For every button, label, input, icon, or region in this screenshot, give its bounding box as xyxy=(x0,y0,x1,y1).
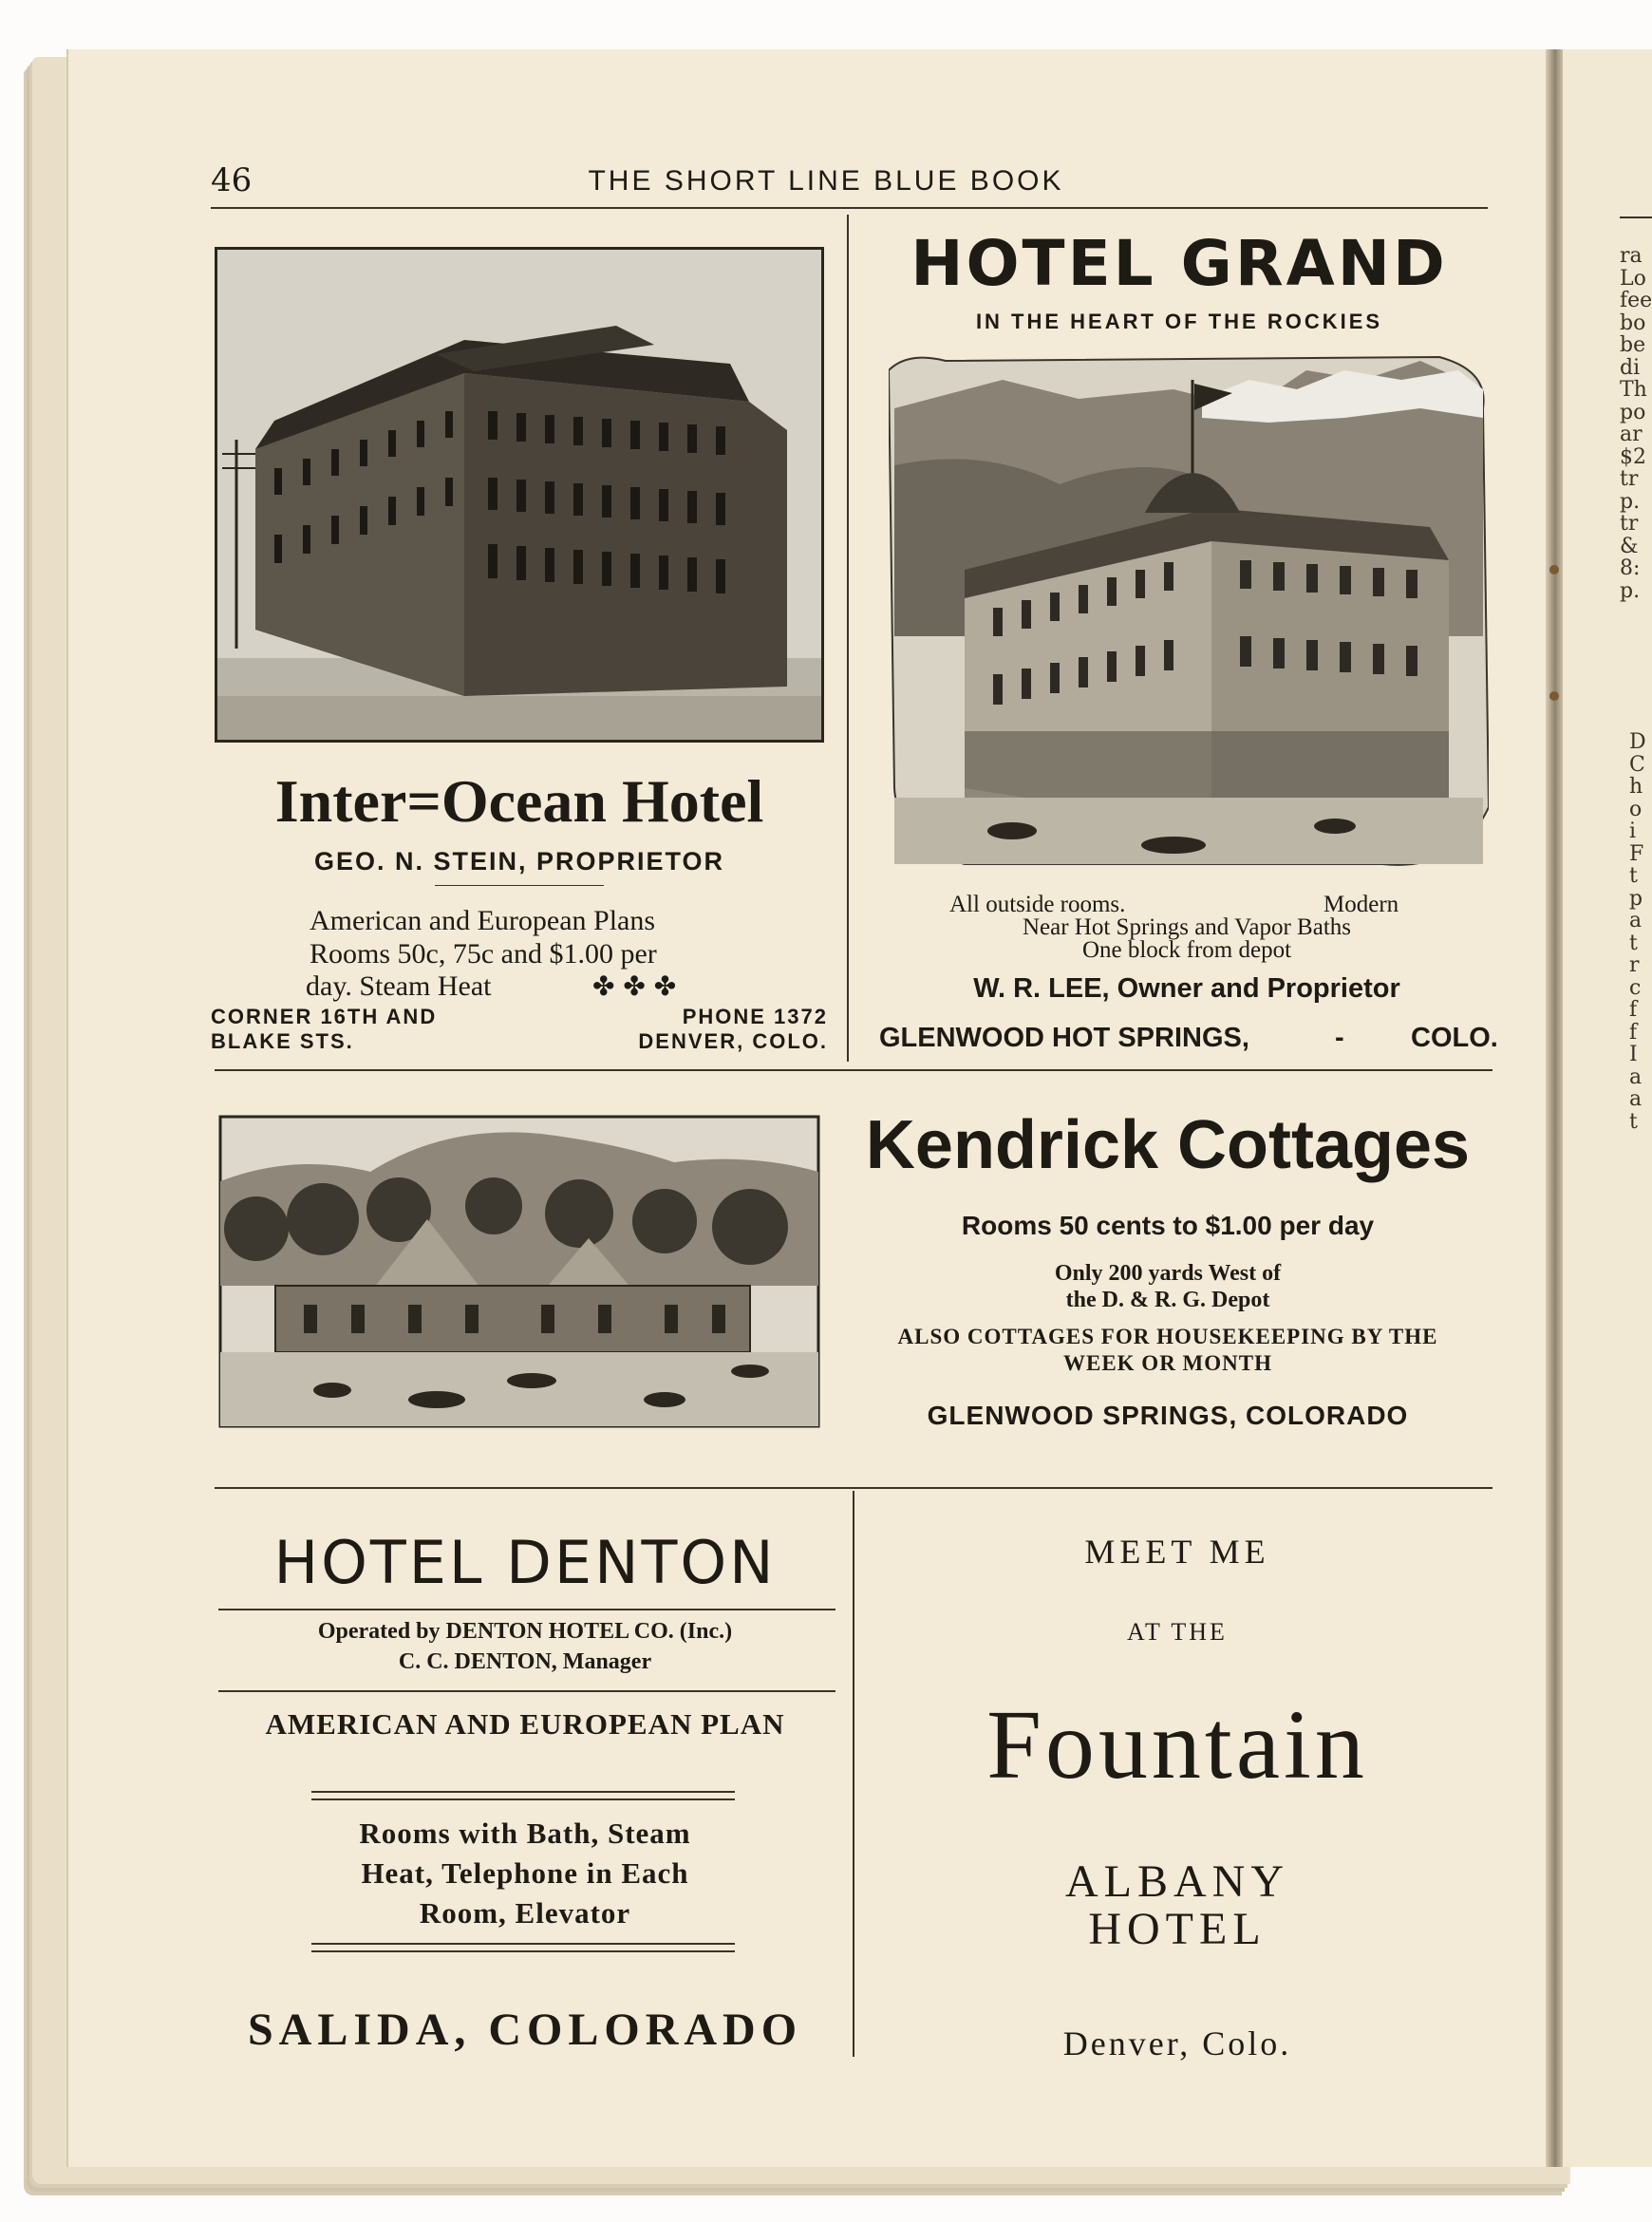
facing-page-text-line: a xyxy=(1629,1087,1643,1111)
column-divider-top xyxy=(847,215,849,1062)
book-gutter xyxy=(1546,49,1563,2167)
kendrick-cottages-engraving xyxy=(218,1115,820,1428)
inter-ocean-short-rule xyxy=(435,885,604,886)
kendrick-rates: Rooms 50 cents to $1.00 per day xyxy=(961,1211,1375,1240)
inter-ocean-plans-line2: Rooms 50c, 75c and $1.00 per xyxy=(310,938,657,970)
inter-ocean-ornaments: ✤ ✤ ✤ xyxy=(592,970,677,1002)
facing-page-text-line: h xyxy=(1629,775,1643,799)
facing-page-text-line: $2 xyxy=(1620,444,1646,469)
facing-page-text-line: ar xyxy=(1620,423,1643,446)
facing-page-text-line: po xyxy=(1620,400,1646,424)
facing-page-text-line: F xyxy=(1629,841,1644,866)
facing-page-text-line: & xyxy=(1620,534,1639,558)
facing-page-text-line: p. xyxy=(1620,578,1641,603)
denton-rule-6 xyxy=(311,1950,735,1952)
hotel-denton-manager: C. C. DENTON, Manager xyxy=(398,1649,652,1674)
facing-page-text-line: ra xyxy=(1620,244,1643,268)
inter-ocean-city: DENVER, COLO. xyxy=(638,1029,828,1053)
binding-stitch xyxy=(1549,565,1559,574)
facing-page-text-line: t xyxy=(1629,864,1638,888)
facing-page-text-line: c xyxy=(1629,975,1642,1000)
facing-page-text-line: D xyxy=(1629,730,1646,754)
inter-ocean-address-left-1: CORNER 16TH AND xyxy=(211,1005,438,1028)
hotel-denton-plan: AMERICAN AND EUROPEAN PLAN xyxy=(265,1707,785,1741)
facing-page-text-line: fee xyxy=(1620,289,1652,312)
header-rule xyxy=(211,207,1488,209)
hotel-grand-line1-right: Modern xyxy=(1323,892,1399,917)
hotel-grand-location-right: COLO. xyxy=(1411,1023,1498,1053)
facing-page-text-line: tr xyxy=(1620,512,1639,536)
albany-fountain: Fountain xyxy=(986,1690,1368,1799)
kendrick-cottages-name: Kendrick Cottages xyxy=(865,1107,1471,1183)
hotel-grand-line1-left: All outside rooms. xyxy=(949,892,1126,917)
albany-at-the: AT THE xyxy=(1127,1618,1228,1646)
hotel-grand-location-dash: - xyxy=(1335,1023,1344,1053)
hotel-grand-tagline: IN THE HEART OF THE ROCKIES xyxy=(975,310,1383,333)
kendrick-cottages-line1: ALSO COTTAGES FOR HOUSEKEEPING BY THE xyxy=(897,1325,1438,1348)
facing-page-text-line: 8: xyxy=(1620,556,1641,580)
inter-ocean-plans-line1: American and European Plans xyxy=(310,905,656,936)
inter-ocean-proprietor: GEO. N. STEIN, PROPRIETOR xyxy=(313,847,725,876)
facing-page-text-line: tr xyxy=(1620,467,1639,491)
kendrick-cottages-line2: WEEK OR MONTH xyxy=(1062,1351,1272,1375)
hotel-grand-line2: Near Hot Springs and Vapor Baths xyxy=(1022,914,1352,940)
facing-page-text-line: t xyxy=(1629,931,1638,955)
inter-ocean-address-left-2: BLAKE STS. xyxy=(211,1029,354,1053)
denton-rule-5 xyxy=(311,1943,735,1945)
facing-page-text-line: bo xyxy=(1620,311,1646,335)
kendrick-distance-line2: the D. & R. G. Depot xyxy=(1065,1288,1270,1312)
hotel-denton-name: HOTEL DENTON xyxy=(273,1528,777,1597)
page-number: 46 xyxy=(211,161,253,199)
hotel-grand-owner: W. R. LEE, Owner and Proprietor xyxy=(973,973,1400,1004)
inter-ocean-phone: PHONE 1372 xyxy=(682,1005,828,1028)
facing-page-text-line: r xyxy=(1629,953,1640,977)
facing-page-text-line: be xyxy=(1620,333,1646,357)
facing-page-text-line: p xyxy=(1629,886,1643,911)
facing-page-text-line: a xyxy=(1629,909,1643,932)
facing-page-text-line: I xyxy=(1629,1043,1638,1066)
facing-page-text-line: Lo xyxy=(1620,266,1646,291)
albany-name: ALBANY xyxy=(1065,1856,1289,1907)
inter-ocean-plans-line3: day. Steam Heat xyxy=(306,970,492,1002)
facing-page-text-line: i xyxy=(1629,819,1637,843)
facing-page-text-line: o xyxy=(1629,797,1643,821)
facing-page-text-line: f xyxy=(1629,1020,1638,1045)
row-rule-1 xyxy=(215,1069,1492,1071)
facing-page-text-line: Th xyxy=(1620,378,1647,402)
facing-page-text-line: p. xyxy=(1620,489,1641,514)
inter-ocean-hotel-name: Inter=Ocean Hotel xyxy=(274,767,764,835)
kendrick-distance-line1: Only 200 yards West of xyxy=(1054,1261,1282,1286)
albany-meet-me: MEET ME xyxy=(1084,1533,1270,1571)
facing-page-rule xyxy=(1620,217,1652,218)
hotel-denton-location: SALIDA, COLORADO xyxy=(247,2005,803,2055)
inter-ocean-hotel-photo xyxy=(215,247,824,743)
denton-rule-2 xyxy=(218,1690,835,1692)
row-rule-2 xyxy=(215,1487,1492,1489)
denton-rule-4 xyxy=(311,1798,735,1800)
facing-page-text-line: a xyxy=(1629,1064,1643,1089)
facing-page-text-line: t xyxy=(1629,1109,1638,1134)
running-title: THE SHORT LINE BLUE BOOK xyxy=(588,165,1064,197)
facing-page-text-line: f xyxy=(1629,998,1638,1022)
denton-rule-3 xyxy=(311,1791,735,1793)
hotel-grand-line3: One block from depot xyxy=(1081,937,1292,963)
facing-page-text-col2 xyxy=(1629,731,1646,1133)
hotel-grand-name: HOTEL GRAND xyxy=(910,227,1448,300)
albany-hotel: HOTEL xyxy=(1088,1904,1267,1954)
column-divider-bottom xyxy=(853,1491,854,2057)
hotel-grand-engraving xyxy=(889,351,1489,872)
kendrick-location: GLENWOOD SPRINGS, COLORADO xyxy=(927,1401,1409,1430)
albany-city: Denver, Colo. xyxy=(1062,2024,1292,2062)
hotel-denton-amenities-line1: Rooms with Bath, Steam xyxy=(359,1817,691,1850)
binding-stitch xyxy=(1549,691,1559,701)
facing-page-text-line: di xyxy=(1620,355,1641,380)
denton-rule-1 xyxy=(218,1609,835,1610)
facing-page-text-line: C xyxy=(1629,752,1645,777)
facing-page-text-col1 xyxy=(1620,245,1652,602)
hotel-denton-operated: Operated by DENTON HOTEL CO. (Inc.) xyxy=(317,1619,733,1644)
hotel-denton-amenities-line3: Room, Elevator xyxy=(419,1896,631,1930)
hotel-grand-location-left: GLENWOOD HOT SPRINGS, xyxy=(879,1023,1249,1053)
hotel-denton-amenities-line2: Heat, Telephone in Each xyxy=(361,1856,689,1890)
